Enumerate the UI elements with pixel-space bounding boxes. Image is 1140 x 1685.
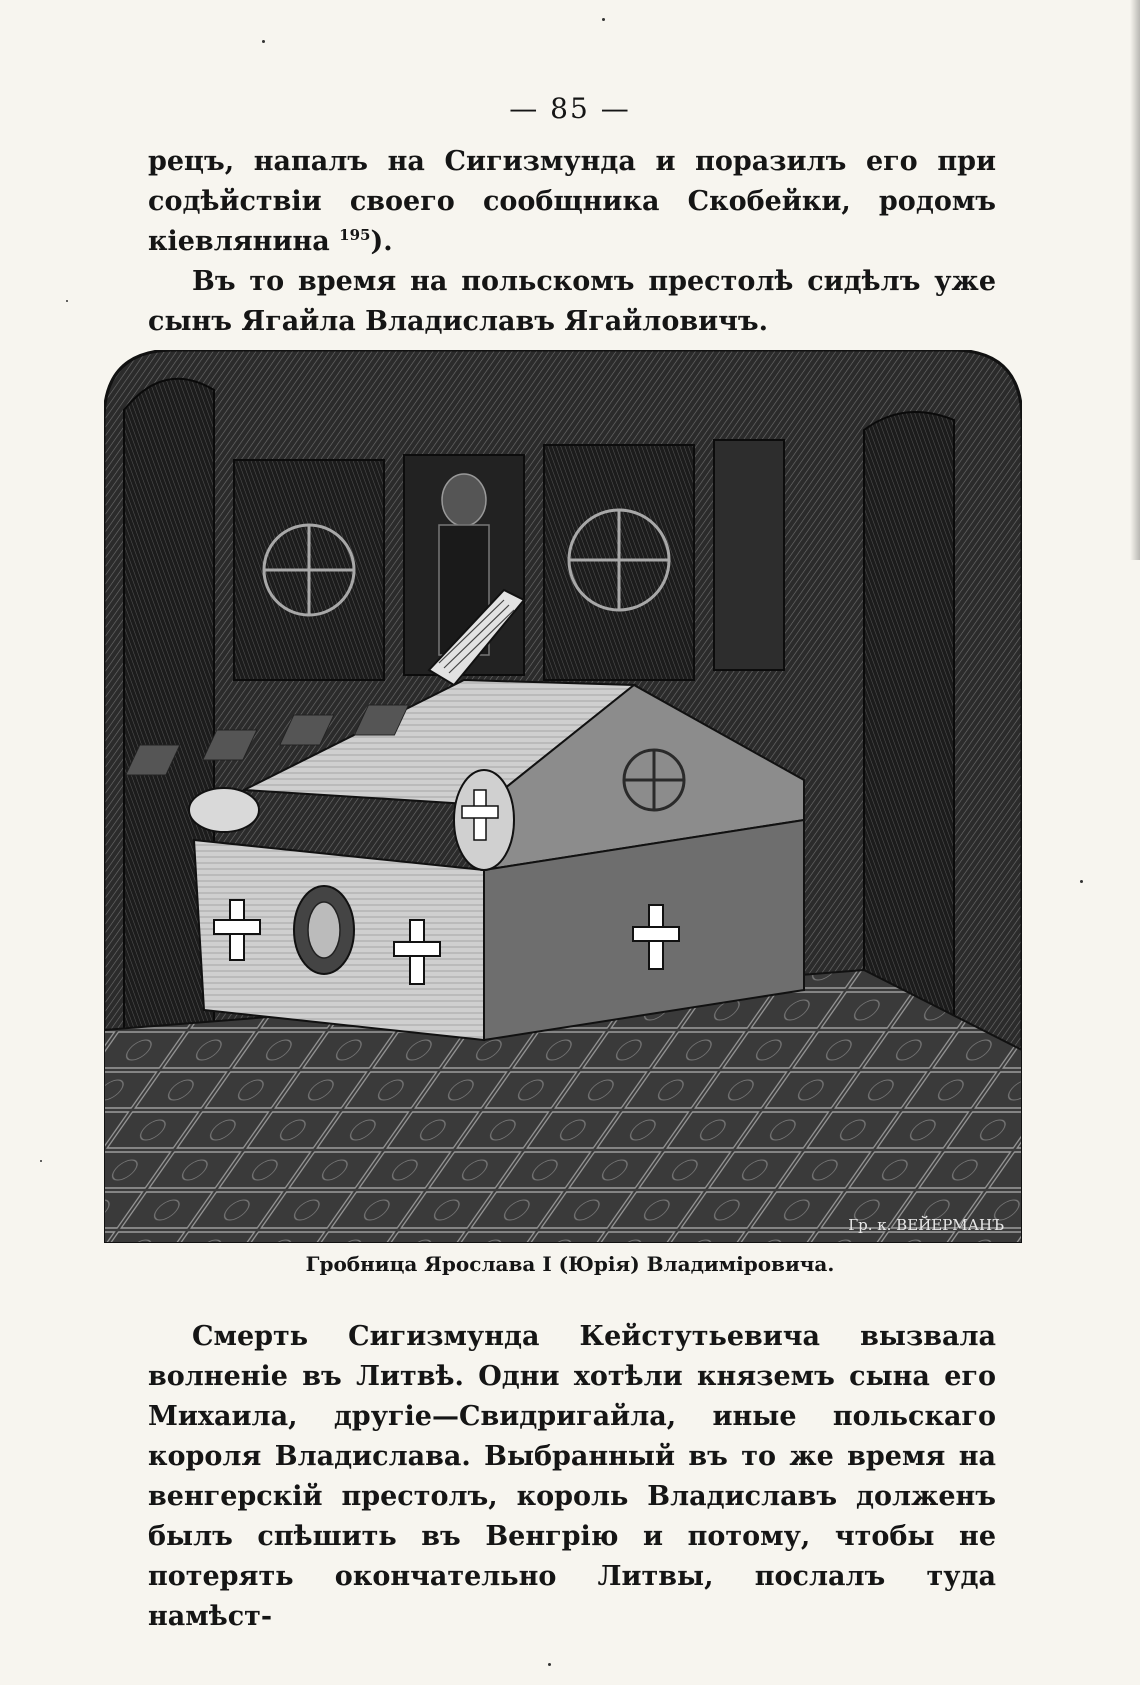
top-text-block xyxy=(148,142,996,342)
page-edge-shadow xyxy=(1130,0,1140,560)
scan-speck xyxy=(66,300,68,302)
paragraph-continuation: рецъ, напалъ на Сигизмунда и поразилъ его при содѣйствіи своего сообщника Скобейки, родомъ кіевлянина $^{195}$). xyxy=(148,146,996,257)
scan-speck xyxy=(548,1663,551,1666)
bottom-text-block xyxy=(148,1317,996,1637)
scan-speck xyxy=(40,1160,42,1162)
engraver-signature: Гр. к. ВЕЙЕРМАНЪ xyxy=(848,1216,1004,1234)
engraving-tomb-illustration xyxy=(104,350,1022,1243)
scan-speck xyxy=(262,40,265,43)
paragraph-2: Смерть Сигизмунда Кейстутьевича вызвала волненіе въ Литвѣ. Одни хотѣли княземъ сына его Михаила, другіе—Свидригайла, иные польскаго короля Владислава. Выбранный въ то же время на венгерскій престолъ, король Владиславъ долженъ былъ спѣшить въ Венгрію и потому, чтобы не потерять окончательно Литвы, послалъ туда намѣст- xyxy=(148,1321,996,1632)
paragraph-1: Въ то время на польскомъ престолѣ сидѣлъ уже сынъ Ягайла Владиславъ Ягайловичъ. xyxy=(148,266,996,337)
footnote-ref: 195 xyxy=(339,226,371,244)
figure-caption: Гробница Ярослава I (Юрія) Владиміровича. xyxy=(305,1252,835,1276)
page-number: — 85 — xyxy=(509,92,631,125)
scan-speck xyxy=(1080,880,1083,883)
scan-speck xyxy=(602,18,605,21)
